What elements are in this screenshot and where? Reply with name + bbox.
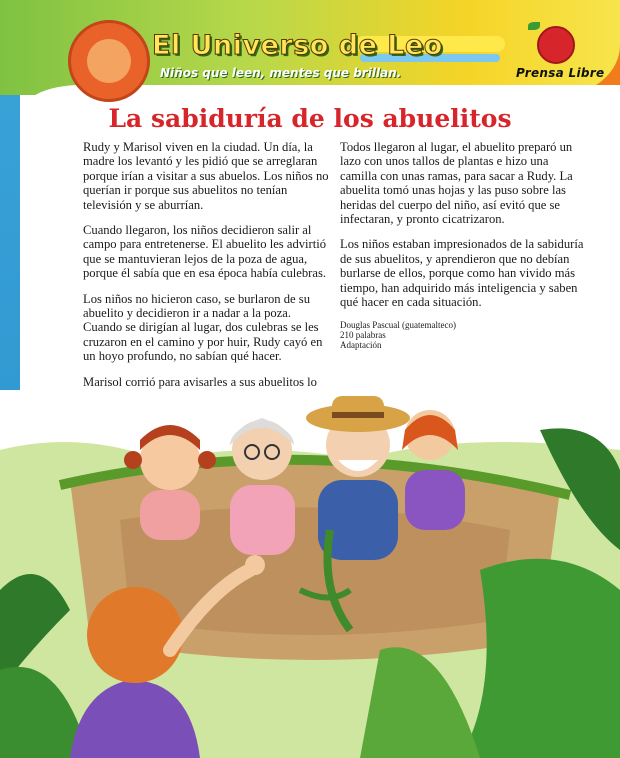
paragraph: Rudy y Marisol viven en la ciudad. Un día, la madre los levantó y les pidió que se arreglaran porque irían a visitar a sus abuelos. Los niños no querían ir porque sus abuelitos no tenían televisión y se aburrían. <box>83 140 329 212</box>
paragraph: Los niños no hicieron caso, se burlaron de su abuelito y decidieron ir a nadar a la poza. Cuando se dirigían al lugar, dos culebras se les cruzaron en el camino y por huir, Rudy cayó en un hoyo profundo, no sabían qué hacer. <box>83 291 323 364</box>
credit-word-count: 210 palabras <box>340 330 386 341</box>
article-title: La sabiduría de los abuelitos <box>108 104 512 133</box>
credit-author: Douglas Pascual (guatemalteco) <box>340 320 456 331</box>
story-illustration <box>0 390 620 758</box>
prensa-libre-logo: Prensa Libre <box>516 66 605 80</box>
paragraph: Todos llegaron al lugar, el abuelito preparó un lazo con unos tallos de plantas e hizo una camilla con unas ramas, para sacar a Rudy. La abuelita tomó unas hojas y las puso sobre las heridas del cuerpo del niño, así evitó que se infectaran, y pronto cicatrizaron. <box>340 140 573 227</box>
leo-lion-mascot-icon <box>68 20 150 102</box>
brand-subtitle: Niños que leen, mentes que brillan. <box>160 66 402 80</box>
paragraph: Marisol corrió para avisarles a sus abuelitos lo <box>83 374 317 389</box>
apple-leaf-icon <box>528 22 540 30</box>
paragraph: Los niños estaban impresionados de la sabiduría de sus abuelitos, y aprendieron que no debían burlarse de ellos, porque como han vivido más tiempo, han adquirido más inteligencia y saben qué hacer en cada situación. <box>340 237 584 310</box>
brand-title: El Universo de Leo <box>152 30 443 61</box>
paragraph: Cuando llegaron, los niños decidieron salir al campo para entretenerse. El abuelito les advirtió que se mantuvieran lejos de la poza de agua, porque él sabía que en esa época había culebras. <box>83 223 327 281</box>
leo-face <box>87 39 131 83</box>
credits <box>340 320 586 350</box>
right-column <box>340 140 586 350</box>
left-column <box>83 140 329 415</box>
credit-note: Adaptación <box>340 340 382 351</box>
apple-logo-icon <box>537 26 575 64</box>
